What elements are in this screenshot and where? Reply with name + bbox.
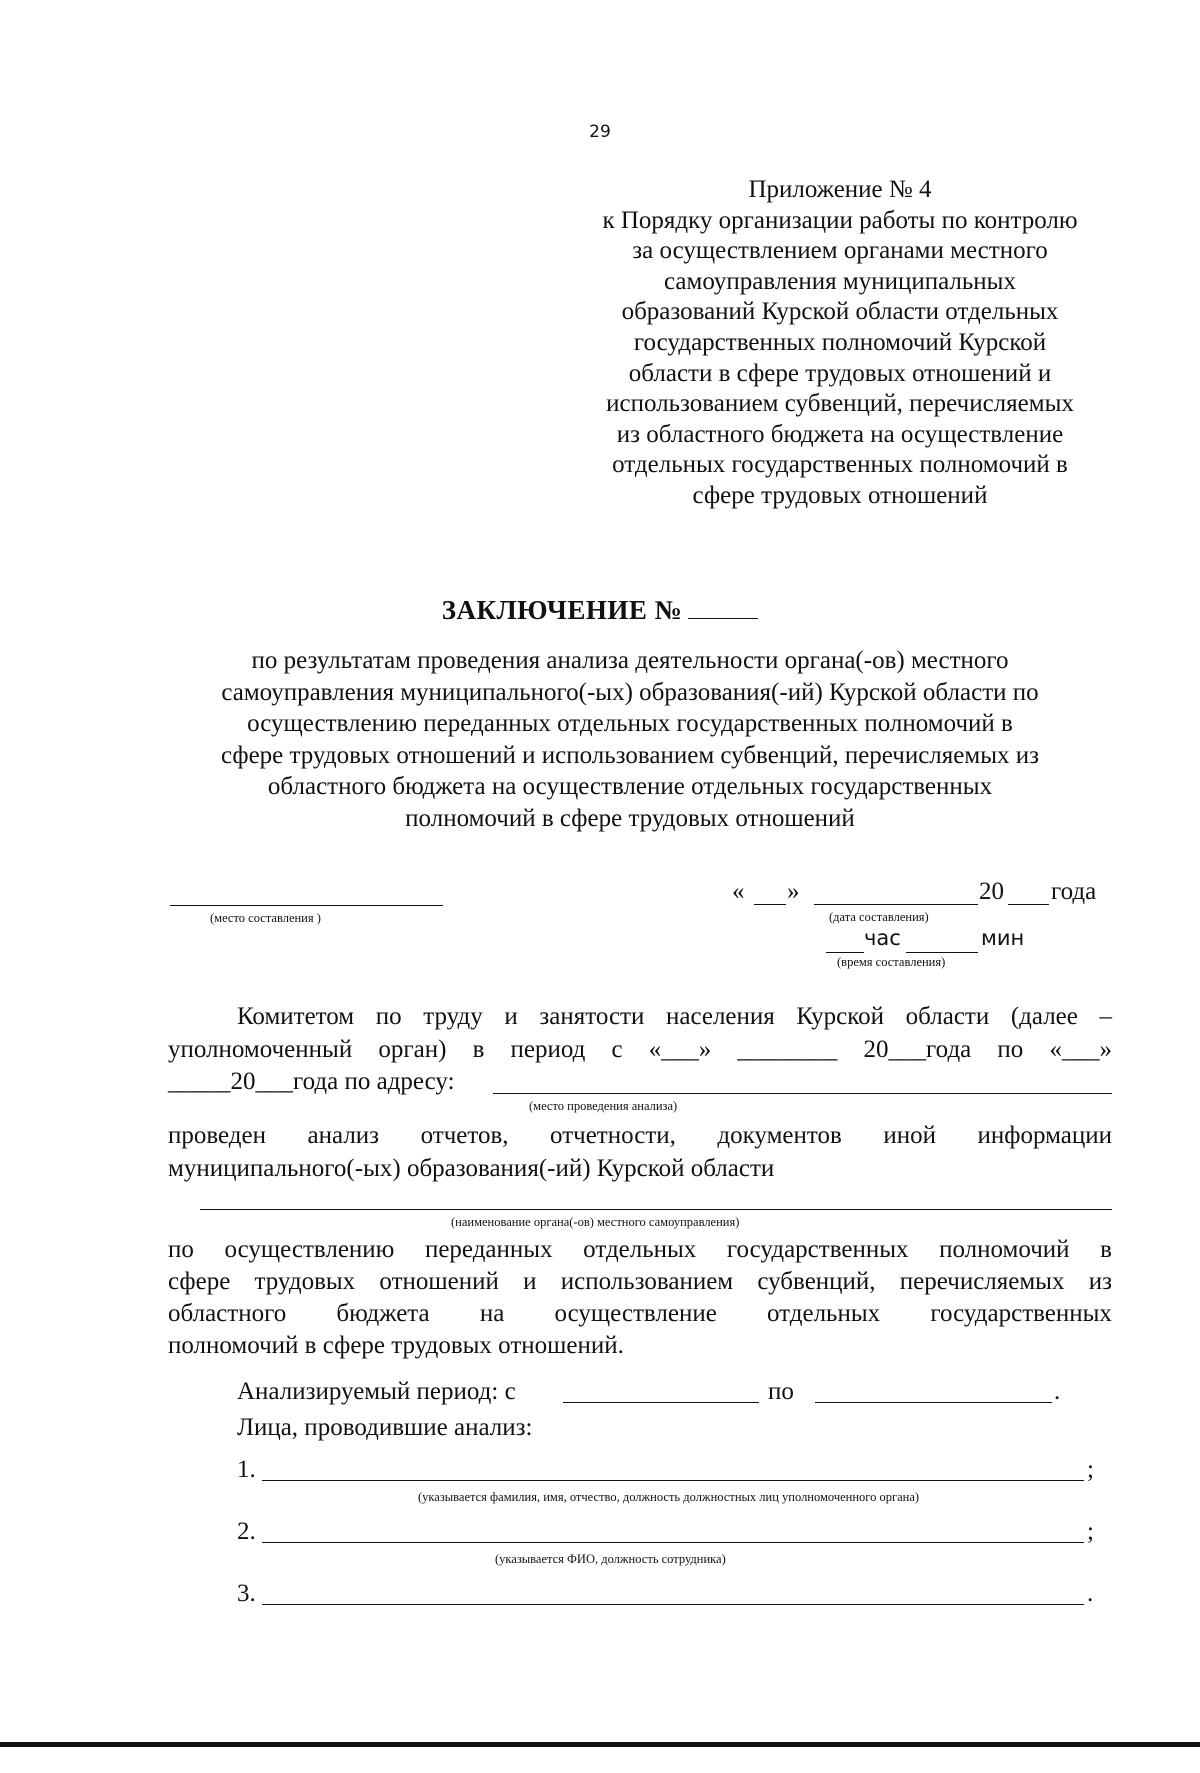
body2-line2: муниципального(-ых) образования(-ий) Курской области [168, 1155, 775, 1182]
address-blank[interactable] [493, 1093, 1112, 1094]
appendix-line: государственных полномочий Курской [633, 328, 1047, 356]
date-year-blank[interactable] [1008, 904, 1049, 905]
word: отношений [379, 1268, 499, 1295]
appendix-line: сфере трудовых отношений [692, 481, 988, 509]
time-hours-word: час [864, 926, 901, 950]
word: Курской [796, 1003, 885, 1030]
person-2-caption: (указывается ФИО, должность сотрудника) [495, 1552, 726, 1566]
heading-text: ЗАКЛЮЧЕНИЕ № [441, 595, 683, 625]
period-to-blank[interactable] [815, 1402, 1052, 1403]
appendix-line: отдельных государственных полномочий в [612, 451, 1068, 479]
date-quote-close: » [787, 878, 800, 905]
word: по [997, 1036, 1024, 1063]
word: из [1088, 1268, 1112, 1295]
word: занятости [539, 1003, 645, 1030]
word: субвенций, [757, 1268, 876, 1295]
body3-line1 [168, 1236, 1112, 1264]
person-2-end: ; [1087, 1518, 1094, 1545]
word: по [375, 1003, 402, 1030]
body3-line4: полномочий в сфере трудовых отношений. [168, 1332, 624, 1359]
place-blank[interactable] [170, 905, 443, 906]
appendix-line: за осуществлением органами местного [632, 237, 1048, 265]
person-1-caption: (указывается фамилия, имя, отчество, должность должностных лиц уполномоченного органа) [418, 1490, 920, 1504]
word: трудовых [254, 1268, 356, 1295]
word: в [472, 1036, 485, 1063]
person-3-number: 3. [237, 1580, 256, 1607]
body1-line1 [237, 1003, 1112, 1031]
word: сфере [168, 1268, 231, 1295]
word: отчетов, [420, 1122, 509, 1149]
subtitle-line: осуществлению переданных отдельных государственных полномочий в [247, 710, 1013, 737]
page-number: 29 [589, 122, 611, 142]
body1-line3: _____20___года по адресу: [168, 1068, 455, 1095]
appendix-block [560, 175, 1120, 512]
word: и [504, 1003, 518, 1030]
word: перечисляемых [899, 1268, 1065, 1295]
word: и [523, 1268, 537, 1295]
word: документов [717, 1122, 842, 1149]
word: по [168, 1236, 194, 1263]
bottom-scan-border [0, 1742, 1200, 1747]
word: переданных [424, 1236, 553, 1263]
word: использованием [560, 1268, 734, 1295]
word: уполномоченный [168, 1036, 353, 1063]
subtitle-line: по результатам проведения анализа деятельности органа(-ов) местного [251, 647, 1009, 674]
organ-caption: (наименование органа(-ов) местного самоуправления) [451, 1215, 740, 1229]
word: полномочий [939, 1236, 1070, 1263]
word: Комитетом [237, 1003, 355, 1030]
time-hours-blank[interactable] [826, 952, 864, 953]
word: осуществлению [224, 1236, 395, 1263]
word: осуществление [554, 1300, 717, 1327]
date-year-word: года [1051, 878, 1097, 905]
body3-line3 [168, 1300, 1112, 1328]
period-from-blank[interactable] [563, 1402, 759, 1403]
word: орган) [378, 1036, 447, 1063]
word: 20___года [863, 1036, 972, 1063]
word: населения [665, 1003, 775, 1030]
date-century: 20 [979, 878, 1004, 905]
word: анализ [307, 1122, 380, 1149]
word: «___» [1049, 1036, 1112, 1063]
word: отчетности, [550, 1122, 676, 1149]
word: «___» [648, 1036, 712, 1063]
place-caption: (место составления ) [210, 911, 321, 925]
body1-line2 [168, 1036, 1112, 1064]
time-caption: (время составления) [837, 955, 946, 969]
person-1-end: ; [1087, 1456, 1094, 1483]
appendix-line: самоуправления муниципальных [664, 267, 1016, 295]
word: труду [423, 1003, 483, 1030]
person-1-number: 1. [237, 1456, 256, 1483]
document-heading [0, 595, 1200, 626]
word: проведен [168, 1122, 266, 1149]
word: – [1099, 1003, 1112, 1030]
appendix-line: образований Курской области отдельных [621, 298, 1059, 326]
organ-blank[interactable] [200, 1209, 1112, 1210]
date-quote-open: « [732, 878, 745, 905]
word: период [510, 1036, 586, 1063]
subtitle-line: областного бюджета на осуществление отдельных государственных [267, 773, 993, 800]
word: области [905, 1003, 990, 1030]
address-caption: (место проведения анализа) [529, 1099, 678, 1113]
appendix-line: из областного бюджета на осуществление [616, 420, 1064, 448]
time-minutes-word: мин [981, 926, 1025, 950]
person-1-blank[interactable] [262, 1480, 1084, 1481]
subtitle-line: полномочий в сфере трудовых отношений [405, 804, 855, 832]
time-minutes-blank[interactable] [906, 952, 978, 953]
word: на [479, 1300, 505, 1327]
word: государственных [726, 1236, 909, 1263]
date-caption: (дата составления) [829, 910, 929, 924]
appendix-line: использованием субвенций, перечисляемых [606, 390, 1074, 418]
person-2-blank[interactable] [262, 1542, 1084, 1543]
period-end: . [1054, 1378, 1061, 1405]
person-3-blank[interactable] [262, 1604, 1084, 1605]
period-to: по [768, 1378, 794, 1405]
document-subtitle [150, 645, 1110, 834]
period-label: Анализируемый период: с [237, 1378, 516, 1405]
subtitle-line: самоуправления муниципального(-ых) образования(-ий) Курской области по [221, 678, 1039, 706]
heading-number-blank[interactable] [688, 598, 758, 619]
word: областного [168, 1300, 287, 1327]
body2-line1 [168, 1122, 1112, 1150]
appendix-line: области в сфере трудовых отношений и [628, 359, 1052, 387]
body3-line2 [168, 1268, 1112, 1296]
appendix-line: к Порядку организации работы по контролю [602, 206, 1078, 234]
word: государственных [930, 1300, 1112, 1327]
word: отдельных [583, 1236, 697, 1263]
persons-label: Лица, проводившие анализ: [237, 1414, 533, 1441]
word: с [611, 1036, 623, 1063]
subtitle-line: сфере трудовых отношений и использованием субвенций, перечисляемых из [220, 741, 1040, 769]
date-day-blank[interactable] [754, 904, 786, 905]
word: иной [883, 1122, 936, 1149]
word: бюджета [336, 1300, 430, 1327]
date-month-blank[interactable] [814, 904, 978, 905]
word: ________ [737, 1036, 838, 1063]
person-2-number: 2. [237, 1518, 256, 1545]
appendix-line: Приложение № 4 [748, 176, 932, 203]
word: в [1100, 1236, 1112, 1263]
word: (далее [1010, 1003, 1078, 1030]
word: информации [977, 1122, 1112, 1149]
person-3-end: . [1087, 1580, 1094, 1607]
word: отдельных [767, 1300, 881, 1327]
